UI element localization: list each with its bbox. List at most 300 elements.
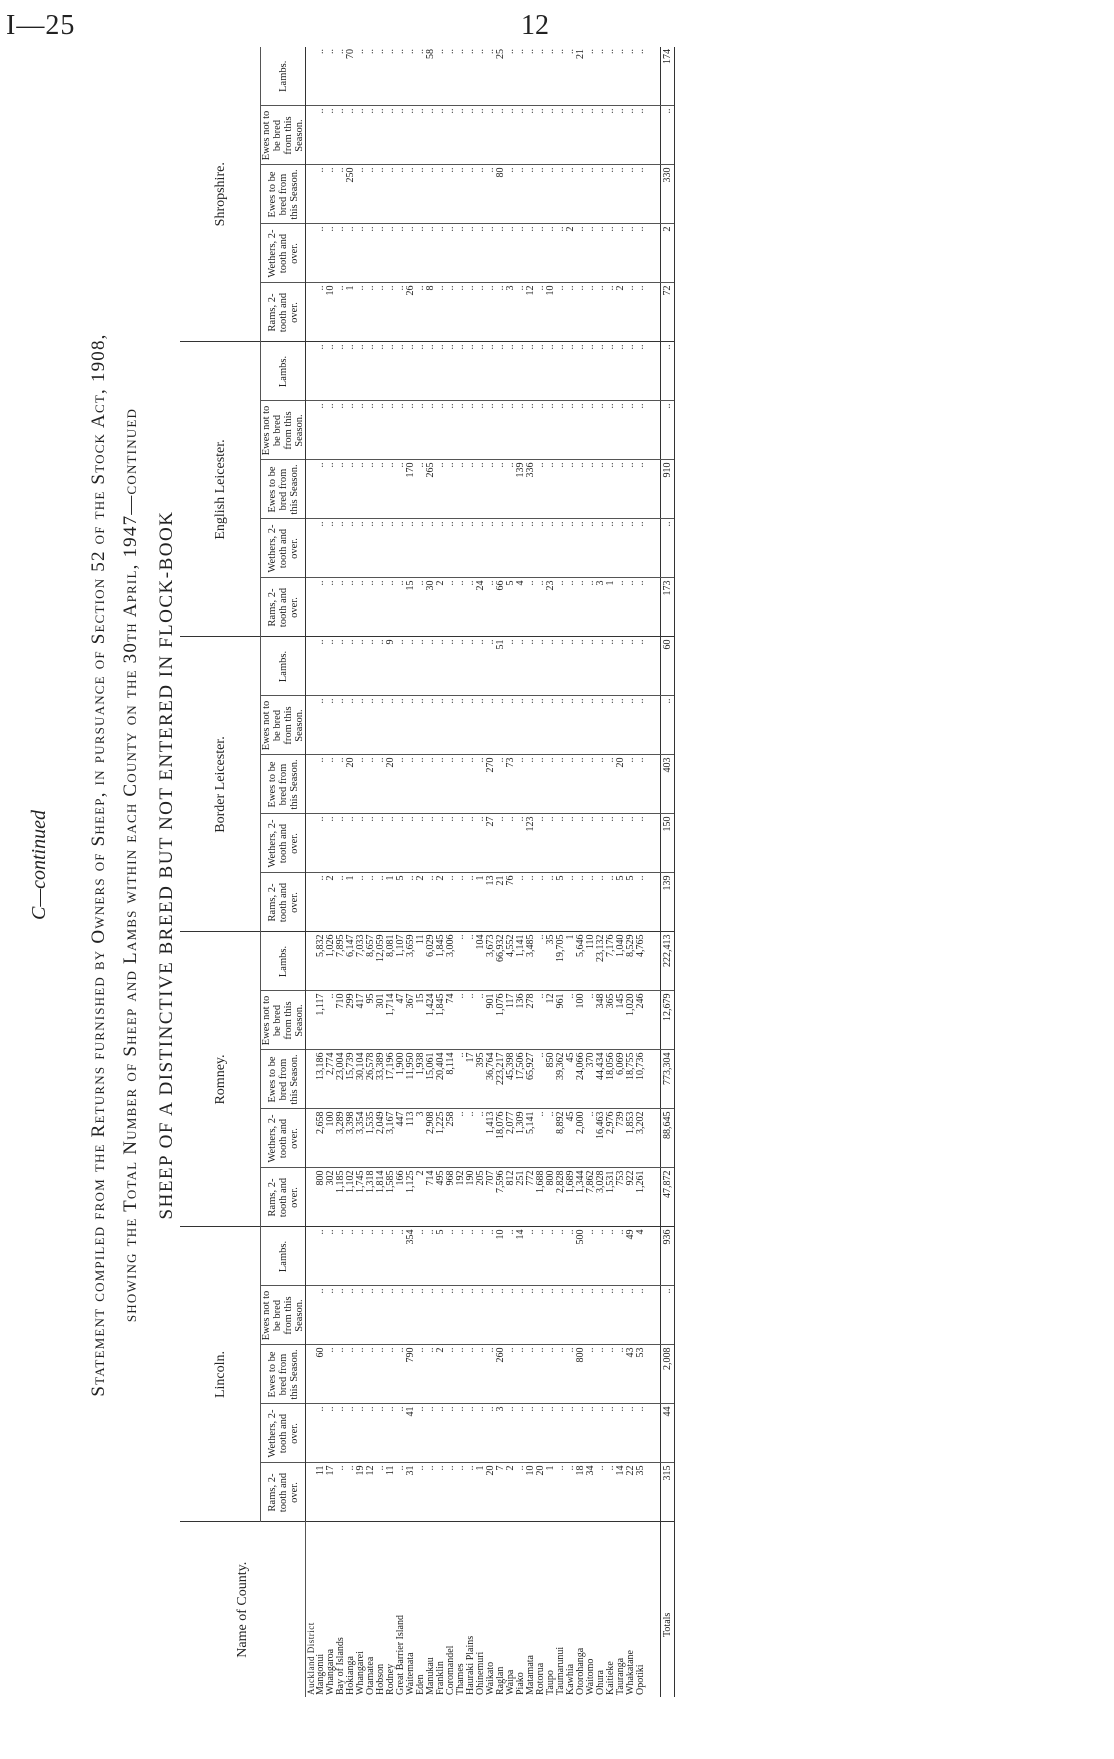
table-cell: ..	[546, 1404, 556, 1463]
county-row	[526, 47, 536, 1697]
table-cell: ..	[456, 578, 466, 637]
table-cell: ..	[516, 1286, 526, 1345]
table-cell: ..	[336, 637, 346, 696]
table-cell: ..	[536, 1109, 546, 1168]
table-cell: 45	[566, 1050, 576, 1109]
table-cell: ..	[336, 1345, 346, 1404]
table-cell: 1,853	[626, 1109, 636, 1168]
table-cell: 2	[616, 283, 626, 342]
table-cell: ..	[526, 106, 536, 165]
table-cell: ..	[336, 401, 346, 460]
table-cell: 41	[406, 1404, 416, 1463]
table-cell: 1,531	[606, 1168, 616, 1227]
table-cell: 5	[616, 873, 626, 932]
table-cell: ..	[616, 1286, 626, 1345]
table-cell: 1,225	[436, 1109, 446, 1168]
table-cell: 2,077	[506, 1109, 516, 1168]
table-cell: ..	[336, 1227, 346, 1286]
table-cell: 35	[546, 932, 556, 991]
table-cell: 5,646	[576, 932, 586, 991]
table-cell: ..	[416, 460, 426, 519]
table-cell: 66	[496, 578, 506, 637]
table-cell: ..	[636, 283, 646, 342]
table-cell: ..	[596, 224, 606, 283]
table-cell: ..	[446, 165, 456, 224]
table-cell: ..	[586, 519, 596, 578]
table-cell: 10	[496, 1227, 506, 1286]
table-cell: ..	[616, 106, 626, 165]
table-cell: ..	[496, 1286, 506, 1345]
table-cell: ..	[506, 165, 516, 224]
table-cell: ..	[536, 401, 546, 460]
table-cell: 8,081	[386, 932, 396, 991]
table-cell: ..	[336, 1286, 346, 1345]
county-name: Ohinemuri	[475, 1651, 486, 1695]
table-cell: ..	[626, 1404, 636, 1463]
table-cell: ..	[486, 283, 496, 342]
table-cell: 17,506	[516, 1050, 526, 1109]
column-header: Wethers, 2-tooth and over.	[261, 1404, 306, 1463]
table-cell: ..	[326, 224, 336, 283]
table-cell: ..	[326, 460, 336, 519]
total-cell: 173	[661, 578, 675, 637]
table-cell: ..	[356, 224, 366, 283]
table-cell: ..	[386, 165, 396, 224]
table-cell: 2,774	[326, 1050, 336, 1109]
table-cell: ..	[356, 47, 366, 106]
table-cell: ..	[386, 1227, 396, 1286]
table-cell: 95	[366, 991, 376, 1050]
table-cell: ..	[546, 401, 556, 460]
table-cell: 5	[396, 873, 406, 932]
table-cell: ..	[426, 1286, 436, 1345]
page-reference: I—25	[6, 10, 76, 41]
table-cell: 51	[496, 637, 506, 696]
table-cell: 43	[626, 1345, 636, 1404]
table-cell: ..	[586, 1404, 596, 1463]
table-cell: 10	[326, 283, 336, 342]
county-row	[356, 47, 366, 1697]
table-cell: ..	[366, 696, 376, 755]
table-cell: ..	[316, 342, 326, 401]
table-cell: ..	[636, 342, 646, 401]
table-cell: ..	[576, 873, 586, 932]
table-cell: ..	[346, 224, 356, 283]
table-cell: 1	[346, 873, 356, 932]
table-cell: 4,765	[636, 932, 646, 991]
table-cell: ..	[576, 519, 586, 578]
table-cell: ..	[606, 696, 616, 755]
table-cell: 1	[476, 873, 486, 932]
table-cell: 11	[386, 1463, 396, 1522]
table-cell: ..	[536, 637, 546, 696]
table-cell: ..	[626, 224, 636, 283]
table-cell: ..	[596, 696, 606, 755]
table-cell: ..	[586, 106, 596, 165]
table-cell: ..	[436, 814, 446, 873]
table-cell: ..	[456, 1109, 466, 1168]
table-cell: ..	[386, 578, 396, 637]
table-cell: ..	[466, 932, 476, 991]
table-cell: ..	[476, 814, 486, 873]
table-cell: ..	[446, 1404, 456, 1463]
table-cell: 2,658	[316, 1109, 326, 1168]
table-cell: 10	[526, 1463, 536, 1522]
table-cell: ..	[456, 637, 466, 696]
table-cell: ..	[516, 755, 526, 814]
table-cell: 260	[496, 1345, 506, 1404]
table-cell: ..	[456, 932, 466, 991]
table-cell: ..	[316, 1227, 326, 1286]
table-cell: ..	[376, 283, 386, 342]
table-cell: ..	[536, 1345, 546, 1404]
table-cell: 20	[386, 755, 396, 814]
table-cell: 1	[546, 1463, 556, 1522]
table-cell: ..	[496, 342, 506, 401]
table-cell: ..	[376, 106, 386, 165]
table-cell: ..	[396, 696, 406, 755]
table-cell: 190	[466, 1168, 476, 1227]
table-cell: ..	[316, 165, 326, 224]
table-cell: ..	[546, 519, 556, 578]
table-cell: ..	[616, 696, 626, 755]
table-cell: ..	[376, 1345, 386, 1404]
table-cell: 12	[546, 991, 556, 1050]
table-cell: ..	[526, 342, 536, 401]
table-cell: ..	[356, 578, 366, 637]
column-header: Ewes not to be bred from this Season.	[261, 696, 306, 755]
table-cell: ..	[326, 755, 336, 814]
table-cell: ..	[406, 224, 416, 283]
table-cell: ..	[466, 637, 476, 696]
table-cell: 251	[516, 1168, 526, 1227]
table-cell: ..	[596, 519, 606, 578]
table-cell: ..	[426, 873, 436, 932]
table-cell: 2	[566, 224, 576, 283]
table-cell: ..	[496, 696, 506, 755]
table-cell: ..	[376, 755, 386, 814]
table-cell: ..	[396, 401, 406, 460]
table-cell: ..	[586, 165, 596, 224]
table-cell: ..	[526, 637, 536, 696]
table-cell: ..	[596, 637, 606, 696]
total-cell: ..	[661, 401, 675, 460]
table-cell: ..	[396, 814, 406, 873]
table-cell: ..	[636, 1404, 646, 1463]
table-cell: 270	[486, 755, 496, 814]
table-cell: ..	[456, 814, 466, 873]
table-cell: ..	[356, 1404, 366, 1463]
table-cell: ..	[346, 460, 356, 519]
table-cell: 13,186	[316, 1050, 326, 1109]
county-row	[466, 47, 476, 1697]
breed-header: Border Leicester.	[180, 637, 261, 932]
table-cell: 1,688	[536, 1168, 546, 1227]
table-cell: ..	[356, 401, 366, 460]
table-cell: ..	[526, 519, 536, 578]
table-cell: ..	[486, 165, 496, 224]
table-cell: ..	[476, 165, 486, 224]
table-cell: ..	[626, 460, 636, 519]
table-cell: 2	[436, 873, 446, 932]
column-header: Ewes not to be bred from this Season.	[261, 1286, 306, 1345]
table-cell: 5	[626, 873, 636, 932]
table-cell: ..	[546, 460, 556, 519]
table-cell: ..	[626, 637, 636, 696]
table-cell: ..	[606, 106, 616, 165]
table-cell: ..	[416, 1286, 426, 1345]
table-cell: ..	[326, 1404, 336, 1463]
table-cell: ..	[546, 1109, 556, 1168]
table-cell: ..	[346, 1286, 356, 1345]
table-cell: ..	[566, 47, 576, 106]
table-cell: ..	[546, 696, 556, 755]
table-cell: ..	[376, 873, 386, 932]
table-cell: 4	[636, 1227, 646, 1286]
table-cell: ..	[526, 1227, 536, 1286]
table-cell: ..	[556, 519, 566, 578]
table-cell: ..	[366, 1227, 376, 1286]
column-header: Lambs.	[261, 932, 306, 991]
table-cell: ..	[626, 47, 636, 106]
table-cell: ..	[506, 106, 516, 165]
table-cell: ..	[606, 460, 616, 519]
table-cell: ..	[626, 519, 636, 578]
table-cell: ..	[506, 696, 516, 755]
table-cell: ..	[436, 47, 446, 106]
table-cell: ..	[596, 1286, 606, 1345]
column-header: Rams, 2-tooth and over.	[261, 1168, 306, 1227]
table-cell: ..	[466, 1463, 476, 1522]
table-cell: ..	[346, 814, 356, 873]
table-cell: ..	[406, 696, 416, 755]
table-cell: ..	[476, 1286, 486, 1345]
breed-header: Romney.	[180, 932, 261, 1227]
table-cell: ..	[486, 1227, 496, 1286]
table-cell: 21	[576, 47, 586, 106]
column-header: Ewes to be bred from this Season.	[261, 1345, 306, 1404]
table-cell: ..	[366, 165, 376, 224]
table-cell: ..	[436, 283, 446, 342]
table-cell: ..	[556, 1404, 566, 1463]
table-cell: ..	[536, 460, 546, 519]
county-name: Kawhia	[565, 1663, 576, 1695]
table-cell: ..	[506, 814, 516, 873]
table-cell: ..	[586, 814, 596, 873]
table-cell: ..	[566, 342, 576, 401]
table-cell: ..	[596, 1463, 606, 1522]
table-cell: ..	[426, 1463, 436, 1522]
table-cell: ..	[466, 1109, 476, 1168]
table-cell: ..	[466, 519, 476, 578]
table-cell: 395	[476, 1050, 486, 1109]
table-cell: 447	[396, 1109, 406, 1168]
table-cell: ..	[466, 755, 476, 814]
table-cell: ..	[456, 342, 466, 401]
table-cell: ..	[586, 755, 596, 814]
table-cell: ..	[636, 519, 646, 578]
table-cell: ..	[396, 342, 406, 401]
table-cell: ..	[456, 460, 466, 519]
column-header: Lambs.	[261, 47, 306, 106]
table-cell: ..	[506, 1286, 516, 1345]
table-cell: ..	[416, 401, 426, 460]
spacer-row	[646, 47, 661, 1697]
table-cell: 3,006	[446, 932, 456, 991]
table-cell: ..	[556, 1227, 566, 1286]
table-cell: 812	[506, 1168, 516, 1227]
table-cell: ..	[636, 165, 646, 224]
table-cell: ..	[556, 1286, 566, 1345]
table-cell: ..	[586, 283, 596, 342]
table-cell: ..	[476, 1345, 486, 1404]
table-cell: ..	[406, 873, 416, 932]
table-cell: ..	[636, 637, 646, 696]
table-cell: ..	[446, 401, 456, 460]
total-cell: 910	[661, 460, 675, 519]
table-cell: ..	[386, 283, 396, 342]
table-cell: 1,413	[486, 1109, 496, 1168]
table-cell: ..	[316, 578, 326, 637]
table-cell: ..	[316, 873, 326, 932]
table-cell: ..	[626, 401, 636, 460]
table-cell: ..	[366, 460, 376, 519]
table-cell: 1,076	[496, 991, 506, 1050]
table-cell: ..	[576, 637, 586, 696]
table-cell: ..	[386, 1345, 396, 1404]
table-cell: ..	[326, 991, 336, 1050]
table-cell: ..	[526, 1345, 536, 1404]
table-cell: ..	[436, 401, 446, 460]
table-cell: ..	[526, 47, 536, 106]
table-cell: ..	[476, 1227, 486, 1286]
table-cell: ..	[446, 814, 456, 873]
table-cell: ..	[496, 106, 506, 165]
table-cell: ..	[416, 1404, 426, 1463]
table-cell: ..	[546, 1286, 556, 1345]
table-cell: 265	[426, 460, 436, 519]
total-cell: 150	[661, 814, 675, 873]
table-cell: ..	[486, 637, 496, 696]
table-cell: 45,398	[506, 1050, 516, 1109]
table-cell: 961	[556, 991, 566, 1050]
county-row	[336, 47, 346, 1697]
table-cell: ..	[446, 519, 456, 578]
table-cell: ..	[356, 342, 366, 401]
table-cell: ..	[576, 755, 586, 814]
table-cell: ..	[386, 106, 396, 165]
table-cell: 1,020	[626, 991, 636, 1050]
table-cell: 6,069	[616, 1050, 626, 1109]
table-cell: 10	[546, 283, 556, 342]
column-header: Wethers, 2-tooth and over.	[261, 1109, 306, 1168]
table-cell: ..	[426, 755, 436, 814]
table-cell: 26	[406, 283, 416, 342]
table-cell: ..	[466, 342, 476, 401]
table-cell: 1,309	[516, 1109, 526, 1168]
table-cell: ..	[316, 224, 326, 283]
table-cell: ..	[536, 1227, 546, 1286]
table-cell: ..	[376, 1286, 386, 1345]
table-cell: ..	[556, 401, 566, 460]
table-cell: ..	[636, 1286, 646, 1345]
table-cell: ..	[476, 696, 486, 755]
table-cell: ..	[506, 342, 516, 401]
table-cell: ..	[486, 342, 496, 401]
table-cell: ..	[536, 696, 546, 755]
table-cell: ..	[366, 519, 376, 578]
table-cell: ..	[506, 1345, 516, 1404]
table-cell: ..	[516, 224, 526, 283]
table-cell: 17	[466, 1050, 476, 1109]
table-cell: ..	[576, 1286, 586, 1345]
table-cell: ..	[396, 637, 406, 696]
table-cell: ..	[576, 342, 586, 401]
table-cell: ..	[416, 165, 426, 224]
table-cell: ..	[366, 755, 376, 814]
table-cell: ..	[376, 401, 386, 460]
table-cell: 7	[496, 1463, 506, 1522]
table-cell: ..	[536, 283, 546, 342]
table-cell: ..	[626, 696, 636, 755]
table-cell: ..	[456, 47, 466, 106]
table-cell: 1,938	[416, 1050, 426, 1109]
totals-label: Totals	[661, 1522, 675, 1697]
table-cell: ..	[336, 578, 346, 637]
table-cell: ..	[526, 755, 536, 814]
table-cell: ..	[416, 224, 426, 283]
table-cell: ..	[466, 224, 476, 283]
table-cell: 500	[576, 1227, 586, 1286]
table-cell: ..	[606, 1286, 616, 1345]
table-cell: 5	[556, 873, 566, 932]
table-cell: ..	[556, 1345, 566, 1404]
table-cell: ..	[446, 873, 456, 932]
table-cell: ..	[596, 342, 606, 401]
table-cell: ..	[616, 47, 626, 106]
county-name: Tauranga	[615, 1657, 626, 1695]
table-cell: 1,102	[346, 1168, 356, 1227]
table-cell: ..	[606, 224, 616, 283]
table-cell: 714	[426, 1168, 436, 1227]
table-cell: 1	[386, 873, 396, 932]
table-cell: ..	[336, 1463, 346, 1522]
table-cell: ..	[596, 873, 606, 932]
table-cell: ..	[536, 1286, 546, 1345]
table-cell: 3	[496, 1404, 506, 1463]
table-cell: ..	[446, 224, 456, 283]
table-cell: ..	[576, 578, 586, 637]
county-name: Rotorua	[535, 1662, 546, 1695]
county-name: Taupo	[545, 1670, 556, 1695]
table-cell: ..	[316, 1404, 326, 1463]
table-cell: ..	[366, 578, 376, 637]
table-cell: 7,596	[496, 1168, 506, 1227]
table-cell: ..	[486, 578, 496, 637]
table-cell: ..	[496, 224, 506, 283]
table-cell: ..	[346, 1463, 356, 1522]
table-cell: ..	[546, 165, 556, 224]
county-name: Piako	[515, 1672, 526, 1695]
table-cell: ..	[616, 165, 626, 224]
table-cell: 1,535	[366, 1109, 376, 1168]
table-cell: 3,659	[406, 932, 416, 991]
table-cell: ..	[546, 106, 556, 165]
table-cell: ..	[336, 755, 346, 814]
county-name: Taumarunui	[555, 1646, 566, 1695]
table-cell: ..	[616, 342, 626, 401]
table-cell: ..	[356, 460, 366, 519]
